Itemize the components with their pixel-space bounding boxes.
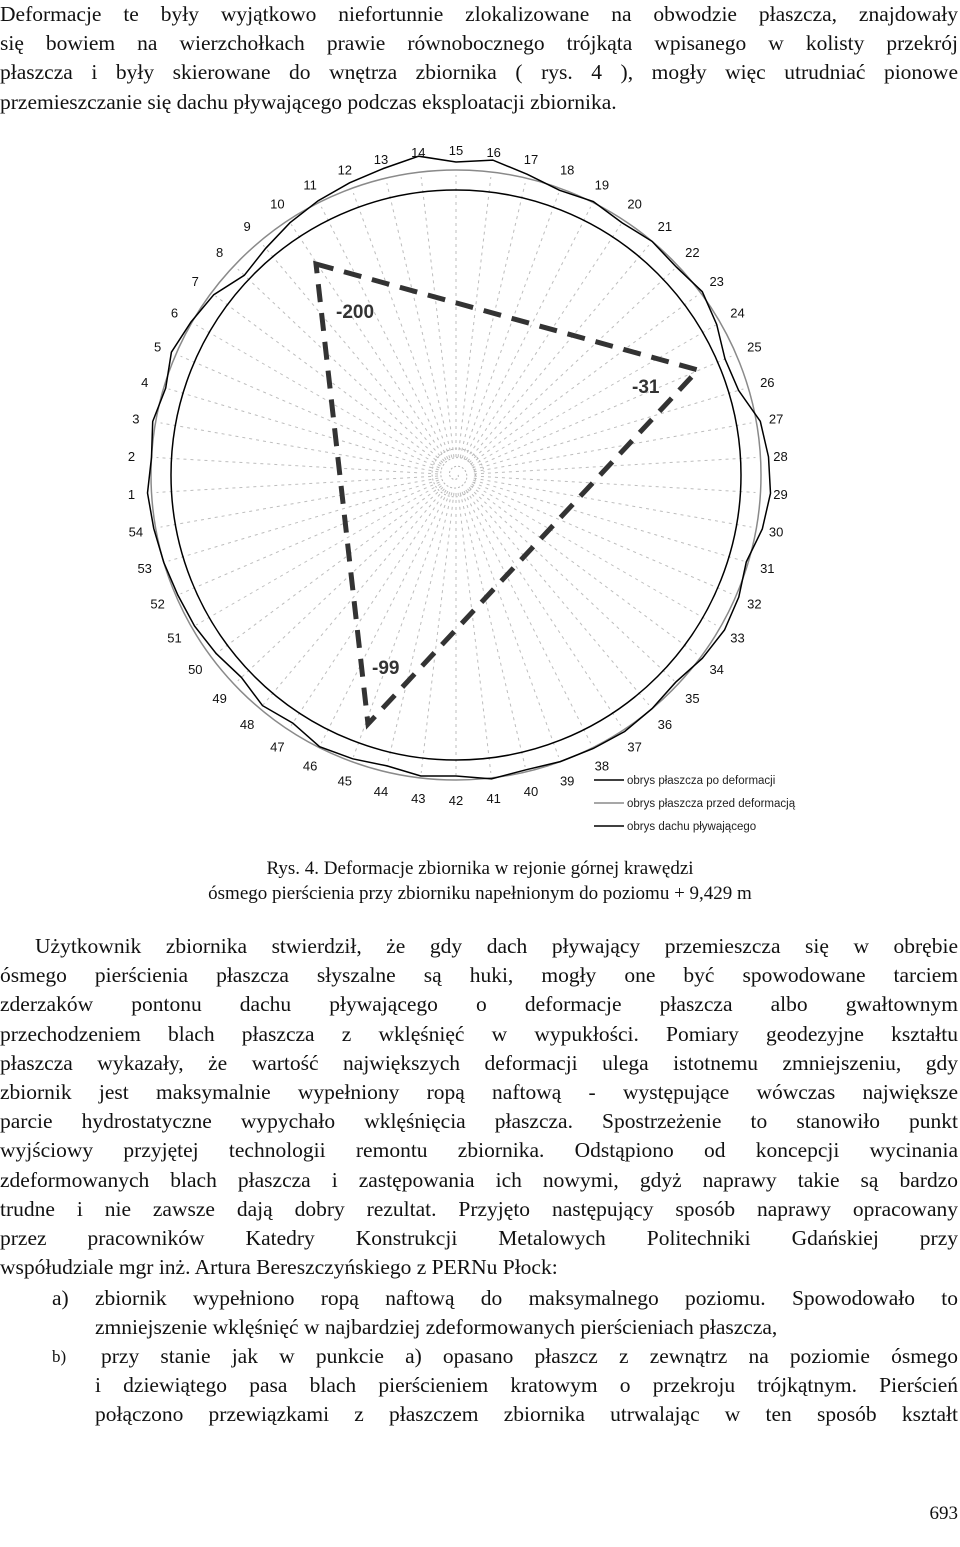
radial-line [473,356,732,468]
radial-line [181,482,440,594]
point-label-41: 41 [486,790,501,806]
radial-line [469,487,674,681]
point-label-45: 45 [337,773,353,789]
value-label-200: -200 [336,302,375,323]
point-label-43: 43 [411,790,426,806]
intro-line: przemieszczanie się dachu pływającego podczas eksploatacji zbiornika. [0,89,617,114]
point-label-4: 4 [141,374,149,390]
point-label-54: 54 [128,524,144,540]
point-label-36: 36 [657,717,673,732]
point-label-46: 46 [302,758,318,774]
radial-line [474,458,756,474]
point-label-18: 18 [559,162,575,178]
radial-line [421,493,454,773]
intro-line: Deformacje te były wyjątkowo niefortunnie zlokalizowane na obwodzie płaszcza, znajdowały [0,2,958,26]
radial-line [468,489,649,705]
main-line: parcie hydrostatyczne wypychało wklęśnięcia płaszcza. Spostrzeżenie to stanowiło punkt [0,1109,958,1134]
list-line: przy stanie jak w punkcie a) opasano płaszcz z zewnątrz na poziomie ósmego [101,1344,958,1368]
point-label-29: 29 [773,486,788,502]
main-line: ósmego pierścienia płaszcza słyszalne są huki, mogły one być spowodowane tarciem [0,963,958,988]
point-label-15: 15 [448,143,464,158]
radial-line [387,493,452,767]
point-label-19: 19 [594,177,610,193]
radial-line [473,480,743,561]
point-label-53: 53 [137,561,152,577]
list-line: zmniejszenie wklęśnięć w najbardziej zdeformowanych pierścieniach płaszcza, [95,1315,778,1340]
radial-line [291,224,446,460]
legend-label-roof: obrys dachu pływającego [627,821,757,833]
radial-line [157,476,439,492]
point-label-30: 30 [768,524,784,540]
point-label-24: 24 [730,305,745,321]
point-label-40: 40 [523,784,539,800]
deformation-triangle [316,264,698,724]
point-label-13: 13 [373,151,389,167]
radial-line [421,177,454,457]
list-line: i dziewiątego pasa blach pierścieniem kratowym o przekroju trójkątnym. Pierścień [95,1373,958,1398]
radial-line [238,269,443,463]
page-number: 693 [929,1503,958,1524]
figure-caption-line: Rys. 4. Deformacje zbiornika w rejonie górnej krawędzi [266,858,694,879]
main-line: zderzaków pontonu dachu pływającego o deformacje płaszcza albo gwałtownym [0,992,958,1017]
radial-line [238,487,443,681]
point-label-9: 9 [243,219,251,234]
list-line: połączono przewiązkami z płaszczem zbiornika utrwalając w ten sposób kształt [95,1402,958,1427]
point-label-2: 2 [127,449,136,465]
point-label-5: 5 [153,339,162,355]
legend-label-before: obrys płaszcza przed deformacją [627,798,796,810]
point-label-38: 38 [594,758,610,774]
point-label-20: 20 [627,196,642,212]
radial-line [169,389,439,470]
list-line: zbiornik wypełniono ropą naftową do maksymalnego poziomu. Spowodowało to [95,1286,958,1310]
point-label-49: 49 [212,691,227,706]
point-label-35: 35 [685,691,700,706]
point-label-23: 23 [709,273,724,289]
radial-line [458,177,491,457]
point-label-52: 52 [150,596,165,612]
point-label-12: 12 [337,162,353,178]
radial-line [468,245,649,461]
radial-line [469,269,674,463]
point-label-44: 44 [373,784,389,800]
radial-line [474,476,756,492]
point-label-48: 48 [239,717,255,732]
main-paragraph [0,932,958,1282]
radial-line [291,490,446,726]
point-label-25: 25 [747,339,762,355]
point-label-26: 26 [760,374,775,390]
point-label-31: 31 [760,561,775,577]
point-label-16: 16 [486,145,501,161]
main-line: trudne i nie zawsze dają dobry rezultat. Przyjęto następujący sposób naprawy opracowany [0,1196,958,1221]
intro-line: płaszcza i były skierowane do wnętrza zbiornika ( rys. 4 ), mogły więc utrudniać pionowe [0,60,958,85]
point-label-21: 21 [657,219,673,234]
point-label-11: 11 [303,177,317,193]
point-label-28: 28 [773,449,788,465]
point-label-27: 27 [768,411,784,427]
list-item-text [95,1342,958,1430]
point-label-34: 34 [709,662,724,678]
point-label-50: 50 [188,662,203,678]
point-label-47: 47 [270,739,285,755]
legend-label-after: obrys płaszcza po deformacji [627,775,776,787]
point-label-8: 8 [215,245,224,260]
radial-line [458,493,491,773]
point-label-7: 7 [191,273,199,289]
point-label-10: 10 [270,196,285,212]
roof-outline [171,190,741,760]
list-item-text [95,1284,958,1342]
intro-line: się bowiem na wierzchołkach prawie równobocznego trójkąta wpisanego w kolisty przekrój [0,31,958,56]
point-label-22: 22 [685,245,700,260]
point-label-33: 33 [730,630,745,646]
main-line: zdeformowanych blach płaszcza i zastępowania ich nowymi, gdyż naprawy takie są bardzo [0,1167,958,1192]
radial-line [263,489,444,705]
radial-line [263,245,444,461]
point-label-37: 37 [627,739,642,755]
radial-line [353,193,449,458]
main-line: Użytkownik zbiornika stwierdził, że gdy dach pływający przemieszcza się w obrębie [35,934,958,958]
radial-line [473,482,732,594]
intro-paragraph [0,0,958,117]
main-line: płaszcza wykazały, że wartość największych deformacji ulega istotnemu zmniejszeniu, gdy [0,1050,958,1075]
point-label-39: 39 [559,773,575,789]
main-line: zbiornik jest maksymalnie wypełniony ropą naftową - występujące wówczas największe [0,1080,958,1105]
radial-line [157,458,439,474]
main-line: przez pracowników Katedry Konstrukcji Metalowych Politechniki Gdańskiej przy [0,1226,958,1251]
main-line: przechodzeniem blach płaszcza z wklęśnięć w wypukłości. Pomiary geodezyjne kształtu [0,1021,958,1046]
radial-line [181,356,440,468]
point-label-3: 3 [132,411,140,427]
point-label-17: 17 [523,151,539,167]
value-label-99: -99 [372,658,400,679]
main-line: współudziale mgr inż. Artura Bereszczyńskiego z PERNu Płock: [0,1255,558,1280]
figure-caption-line: ósmego pierścienia przy zbiorniku napełnionym do poziomu + 9,429 m [208,883,752,904]
radial-line [464,491,591,743]
point-label-1: 1 [127,486,136,502]
radial-line [460,493,525,767]
radial-line [169,480,439,561]
radial-line [387,183,452,457]
value-label-31: -31 [632,377,660,398]
point-label-14: 14 [411,145,426,161]
list-marker: a) [52,1286,69,1310]
deformation-figure [120,140,840,840]
radial-line [473,389,743,470]
radial-line [466,490,621,726]
main-line: wyjściowy przyjętej technologii remontu zbiornika. Odstąpiono od koncepcji wycinania [0,1138,958,1163]
legend [594,775,796,833]
list-marker: b) [52,1347,67,1366]
point-label-32: 32 [747,596,762,612]
point-label-51: 51 [167,630,182,646]
radial-line [321,207,448,459]
point-label-42: 42 [448,793,464,808]
point-label-6: 6 [170,305,179,321]
